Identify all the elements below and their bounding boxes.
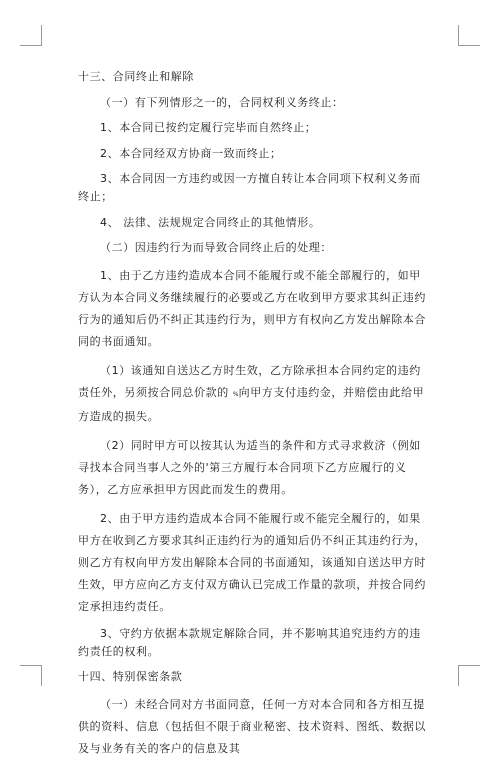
section-13-heading: 十三、合同终止和解除 [78, 70, 194, 83]
document-body [78, 68, 430, 767]
crop-mark-top-right-horizontal [458, 45, 480, 46]
sub-1-text-b: 向甲方支付违约金，并赔偿由此给甲方造成的损失。 [78, 385, 425, 423]
clause-13-2-item-2: 2、由于甲方违约造成本合同不能履行或不能完全履行的，如果甲方在收到乙方要求其纠正违约行为的通知后仍不纠正其违约行为，则乙方有权向甲方发出解除本合同的书面通知，该通知自送达甲方时生效，甲方应向乙方支付双方确认已完成工作量的款项，并按合同约定承担违约责任。 [78, 511, 426, 613]
crop-mark-top-left-vertical [41, 25, 42, 45]
crop-mark-top-left-horizontal [20, 45, 42, 46]
percent-sign: % [232, 390, 239, 398]
clause-13-1-item-4: 4、 法律、法规规定合同终止的其他情形。 [100, 215, 321, 229]
crop-mark-bottom-left-vertical [41, 666, 42, 686]
clause-13-1-item-3: 3、本合同因一方违约或因一方擅自转让本合同项下权利义务而终止； [78, 172, 421, 203]
section-14-heading: 十四、特别保密条款 [78, 670, 183, 683]
crop-mark-bottom-left-horizontal [20, 665, 42, 666]
crop-mark-bottom-right-vertical [458, 666, 459, 686]
clause-13-2-item-1: 1、由于乙方违约造成本合同不能履行或不能全部履行的，如甲方认为本合同义务继续履行的必要或乙方在收到甲方要求其纠正违约行为的通知后仍不纠正其违约行为，则甲方有权向乙方发出解除本合同的书面通知。 [78, 268, 426, 348]
clause-13-1-item-2: 2、本合同经双方协商一致而终止； [100, 146, 282, 160]
clause-13-2-item-1-sub-2: （2）同时甲方可以按其认为适当的条件和方式寻求救济（例如寻找本合同当事人之外的'第三方履行本合同项下乙方应履行的义务），乙方应承担甲方因此而发生的费用。 [78, 438, 421, 496]
crop-mark-top-right-vertical [458, 25, 459, 45]
clause-14-1: （一）未经合同对方书面同意，任何一方对本合同和各方相互提供的资料、信息（包括但不限于商业秘密、技术资料、图纸、数据以及与业务有关的客户的信息及其 [78, 697, 426, 755]
crop-mark-bottom-right-horizontal [458, 665, 480, 666]
clause-13-2-item-3: 3、守约方依据本款规定解除合同，并不影响其追究违约方的违约责任的权利。 [78, 626, 421, 658]
sub-1-text-a: （1）该通知自送达乙方时生效，乙方除承担本合同约定的违约责任外，另须按合同总价款的 [78, 363, 421, 399]
clause-13-1-item-1: 1、本合同已按约定履行完毕而自然终止； [100, 121, 317, 134]
clause-13-1-intro: （一）有下列情形之一的，合同权利义务终止： [100, 95, 344, 109]
clause-13-2-item-1-sub-1 [78, 360, 430, 428]
clause-13-2-intro: （二）因违约行为而导致合同终止后的处理： [100, 241, 332, 254]
